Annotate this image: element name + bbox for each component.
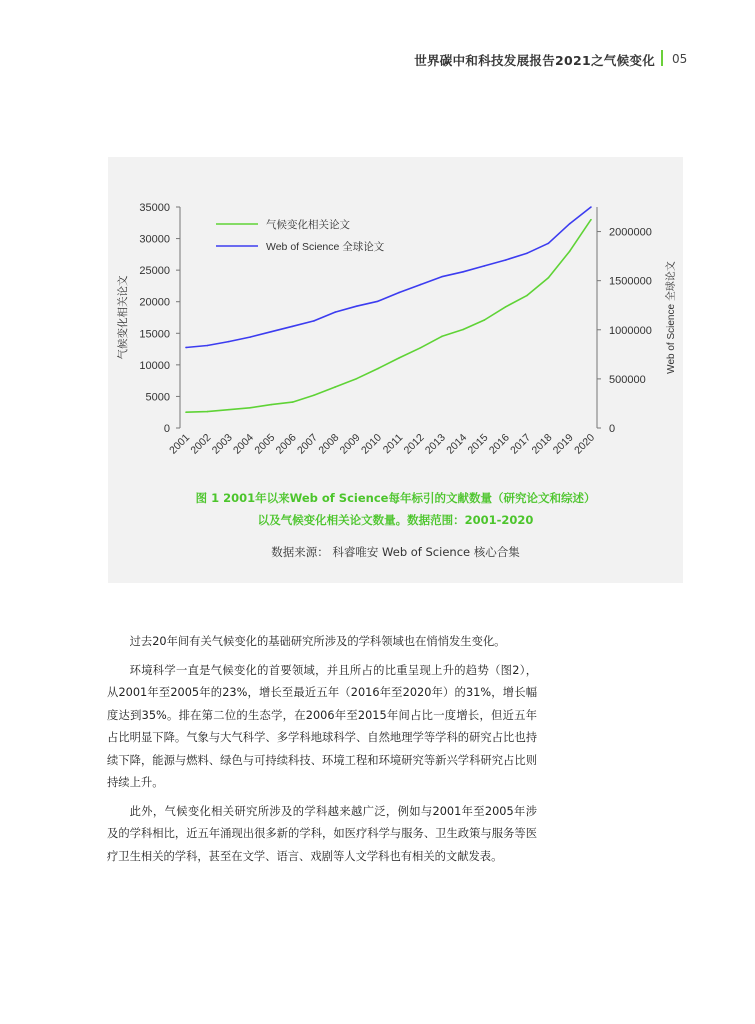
data-point [420, 284, 422, 286]
data-point [484, 319, 486, 321]
report-title: 世界碳中和科技发展报告2021之气候变化 [414, 53, 655, 68]
data-point [270, 404, 272, 406]
data-point [207, 411, 209, 413]
data-point [505, 306, 507, 308]
data-point [441, 276, 443, 278]
right-tick-label: 500000 [609, 373, 646, 386]
x-tick-label: 2016 [486, 431, 512, 457]
data-point [462, 329, 464, 331]
x-tick-label: 2013 [422, 431, 448, 457]
right-tick-label: 1500000 [609, 275, 652, 288]
data-point [185, 347, 187, 349]
right-tick-label: 1000000 [609, 324, 652, 337]
data-point [249, 336, 251, 338]
data-point [462, 271, 464, 273]
x-tick-label: 2020 [572, 431, 598, 457]
data-point [313, 394, 315, 396]
x-tick-label: 2004 [231, 431, 257, 457]
paragraph-3: 此外，气候变化相关研究所涉及的学科越来越广泛，例如与2001年至2005年涉及的学科相比，近五年涌现出很多新的学科，如医疗科学与服务、卫生政策与服务等医疗卫生相关的学科，甚至在文学、语言、戏剧等人文学科也有相关的文献发表。 [107, 804, 537, 863]
x-tick-label: 2001 [167, 431, 193, 457]
data-point [292, 326, 294, 328]
data-point [505, 259, 507, 261]
line-chart [108, 157, 683, 487]
header-divider [661, 50, 663, 66]
paragraph-1: 过去20年间有关气候变化的基础研究所涉及的学科领域也在悄悄发生变化。 [129, 635, 506, 648]
figure-panel [108, 157, 683, 583]
data-point [292, 401, 294, 403]
x-tick-label: 2019 [550, 431, 576, 457]
data-point [356, 378, 358, 380]
data-point [569, 250, 571, 252]
data-point [356, 305, 358, 307]
data-point [590, 219, 592, 221]
x-tick-label: 2007 [295, 431, 321, 457]
left-tick-label: 5000 [145, 391, 170, 404]
x-tick-label: 2010 [358, 431, 384, 457]
data-point [590, 206, 592, 208]
data-point [249, 407, 251, 409]
data-point [185, 411, 187, 413]
paragraph-2: 环境科学一直是气候变化的首要领域，并且所占的比重呈现上升的趋势（图2），从2001年至2005年的23%，增长至最近五年（2016年至2020年）的31%，增长幅度达到35%。排在第二位的生态学，在2006年至2015年间占比一度增长，但近五年占比明显下降。气象与大气科学、多学科地球科学、自然地理学等学科的研究占比也持续下降，能源与燃料、绿色与可持续科技、环境工程和环境研究等新兴学科研究占比则持续上升。 [107, 663, 537, 789]
body-text [107, 631, 537, 874]
left-tick-label: 15000 [139, 328, 170, 341]
data-point [526, 252, 528, 254]
data-point [334, 311, 336, 313]
x-tick-label: 2002 [188, 431, 214, 457]
data-point [441, 336, 443, 338]
x-tick-label: 2017 [508, 431, 534, 457]
figure-caption-line1: 图 1 2001年以来Web of Science每年标引的文献数量（研究论文和综述） [195, 491, 596, 505]
left-axis-title: 气候变化相关论文 [117, 275, 129, 360]
left-tick-label: 35000 [139, 202, 170, 214]
data-point [377, 300, 379, 302]
x-tick-label: 2012 [401, 431, 427, 457]
data-point [420, 347, 422, 349]
data-point [377, 368, 379, 370]
data-point [484, 265, 486, 267]
data-point [207, 345, 209, 347]
x-tick-label: 2008 [316, 431, 342, 457]
x-tick-label: 2015 [465, 431, 491, 457]
data-point [548, 277, 550, 279]
data-point [548, 243, 550, 245]
right-axis-title: Web of Science 全球论文 [666, 261, 677, 374]
data-point [270, 331, 272, 333]
right-tick-label: 2000000 [609, 226, 652, 239]
figure-caption-line2: 以及气候变化相关论文数量。数据范围：2001-2020 [257, 513, 534, 527]
legend-label-2: Web of Science 全球论文 [266, 241, 385, 253]
data-point [569, 223, 571, 225]
data-point [228, 341, 230, 343]
series-line-2 [186, 207, 591, 348]
right-tick-label: 0 [609, 423, 616, 435]
data-point [228, 409, 230, 411]
left-tick-label: 25000 [139, 265, 170, 278]
x-tick-label: 2009 [337, 431, 363, 457]
left-tick-label: 30000 [139, 233, 170, 246]
x-tick-label: 2006 [273, 431, 299, 457]
left-tick-label: 20000 [139, 296, 170, 309]
left-tick-label: 0 [163, 423, 170, 435]
x-tick-label: 2014 [444, 431, 470, 457]
data-point [334, 386, 336, 388]
data-point [398, 292, 400, 294]
page-number: 05 [672, 52, 688, 66]
series-line-1 [186, 220, 591, 413]
x-tick-label: 2011 [380, 431, 406, 457]
left-tick-label: 10000 [139, 359, 170, 372]
figure-source: 数据来源： 科睿唯安 Web of Science 核心合集 [271, 545, 520, 559]
x-tick-label: 2018 [529, 431, 555, 457]
data-point [526, 295, 528, 297]
data-point [313, 320, 315, 322]
x-tick-label: 2003 [209, 431, 235, 457]
x-tick-label: 2005 [252, 431, 278, 457]
legend-label-1: 气候变化相关论文 [266, 219, 350, 231]
data-point [398, 357, 400, 359]
